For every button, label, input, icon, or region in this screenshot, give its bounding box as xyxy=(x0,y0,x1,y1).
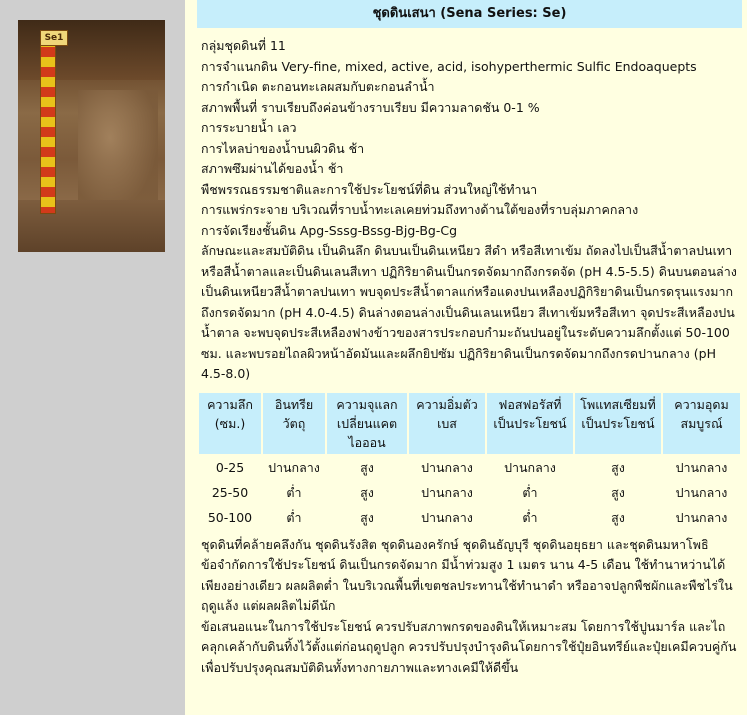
drainage-line: การระบายน้ำ เลว xyxy=(201,120,297,135)
header-base-saturation: ความอิ่มตัวเบส xyxy=(409,393,485,454)
terrain-line: สภาพพื้นที่ ราบเรียบถึงค่อนข้างราบเรียบ มีความลาดชัน 0-1 % xyxy=(201,99,540,115)
runoff-line: การไหลบ่าของน้ำบนผิวดิน ช้า xyxy=(201,140,365,156)
header-fertility: ความอุดมสมบูรณ์ xyxy=(663,393,740,454)
soil-description xyxy=(197,28,742,385)
permeability-line: สภาพซึมผ่านได้ของน้ำ ช้า xyxy=(201,161,344,176)
header-phosphorus: ฟอสฟอรัสที่เป็นประโยชน์ xyxy=(487,393,573,454)
soil-profile-photo xyxy=(18,20,165,252)
recommendations-paragraph: ข้อเสนอแนะในการใช้ประโยชน์ ควรปรับสภาพกรดของดินให้เหมาะสม โดยการใช้ปูนมาร์ล และไถคลุกเคล้ากับดินทิ้งไว้ตั้งแต่ก่อนฤดูปลูก ควรปรับปรุงบำรุงดินโดยการใช้ปุ๋ยอินทรีย์และปุ๋ยเคมีควบคู่กันเพื่อปรับปรุงคุณสมบัติดินทั้งทางกายภาพและทางเคมีให้ดีขึ้น xyxy=(201,618,737,675)
horizon-line: การจัดเรียงชั้นดิน Apg-Sssg-Bssg-Bjg-Bg-Cg xyxy=(201,222,458,238)
fertility-table xyxy=(197,391,742,531)
group-line: กลุ่มชุดดินที่ 11 xyxy=(201,38,286,53)
properties-paragraph: ลักษณะและสมบัติดิน เป็นดินลึก ดินบนเป็นดินเหนียว สีดำ หรือสีเทาเข้ม ถัดลงไปเป็นสีน้ำตาลปนเทาหรือสีน้ำตาลและเป็นดินเลนสีเทา ปฏิกิริยาดินเป็นกรดจัดมากถึงกรดจัด (pH 4.5-5.5) ดินบนตอนล่าง เป็นดินเหนียวสีน้ำตาลปนเทา พบจุดประสีน้ำตาลแก่หรือแดงปนเหลืองปฏิกิริยาดินเป็นกรดรุนแรงมากถึงกรดจัดมาก (pH 4.0-4.5) ดินล่างตอนล่างเป็นดินเลนเหนียว สีเทาเข้มหรือสีเทา จุดประสีเหลืองปนน้ำตาล จะพบจุดประสีเหลืองฟางข้าวของสารประกอบกำมะถันปนอยู่ในระดับความลึกตั้งแต่ 50-100 ซม. และพบรอยไถลผิวหน้าอัดมันและผลึกยิปซัม ปฏิกิริยาดินเป็นกรดจัดมากถึงกรดปานกลาง (pH 4.5-8.0) xyxy=(201,243,737,381)
table-header-row xyxy=(199,393,740,454)
similar-series-line: ชุดดินที่คล้ายคลึงกัน ชุดดินรังสิต ชุดดินองครักษ์ ชุดดินธัญบุรี ชุดดินอยุธยา และชุดดินมหาโพธิ xyxy=(201,536,709,552)
header-potassium: โพแทสเซียมที่เป็นประโยชน์ xyxy=(575,393,661,454)
table-row: 50-100 ต่ำ สูง ปานกลาง ต่ำ สูง ปานกลาง xyxy=(199,506,740,529)
table-row: 0-25 ปานกลาง สูง ปานกลาง ปานกลาง สูง ปานกลาง xyxy=(199,456,740,479)
origin-line: การกำเนิด ตะกอนทะเลผสมกับตะกอนลำน้ำ xyxy=(201,79,435,94)
header-depth: ความลึก (ซม.) xyxy=(199,393,261,454)
header-organic-matter: อินทรียวัตถุ xyxy=(263,393,325,454)
table-row: 25-50 ต่ำ สูง ปานกลาง ต่ำ สูง ปานกลาง xyxy=(199,481,740,504)
measuring-ruler xyxy=(40,36,56,214)
content-column xyxy=(197,0,742,678)
page-title: ชุดดินเสนา (Sena Series: Se) xyxy=(197,0,742,28)
limitations-paragraph: ข้อจำกัดการใช้ประโยชน์ ดินเป็นกรดจัดมาก มีน้ำท่วมสูง 1 เมตร นาน 4-5 เดือน ใช้ทำนาหว่านได้เพียงอย่างเดียว ผลผลิตต่ำ ในบริเวณพื้นที่เขตชลประทานใช้ทำนาดำ หรืออาจปลูกพืชผักและพืชไร่ในฤดูแล้ง แต่ผลผลิตไม่ดีนัก xyxy=(201,557,733,613)
header-cec: ความจุแลกเปลี่ยนแคตไอออน xyxy=(327,393,407,454)
left-panel xyxy=(0,0,185,715)
vegetation-line: พืชพรรณธรรมชาติและการใช้ประโยชน์ที่ดิน ส่วนใหญ่ใช้ทำนา xyxy=(201,181,538,197)
distribution-line: การแพร่กระจาย บริเวณที่ราบน้ำทะเลเคยท่วมถึงทางด้านใต้ของที่ราบลุ่มภาคกลาง xyxy=(201,202,639,217)
ruler-label: Se1 xyxy=(40,30,68,46)
usage-notes xyxy=(197,531,742,679)
classification-line: การจำแนกดิน Very-fine, mixed, active, acid, isohyperthermic Sulfic Endoaquepts xyxy=(201,58,697,74)
